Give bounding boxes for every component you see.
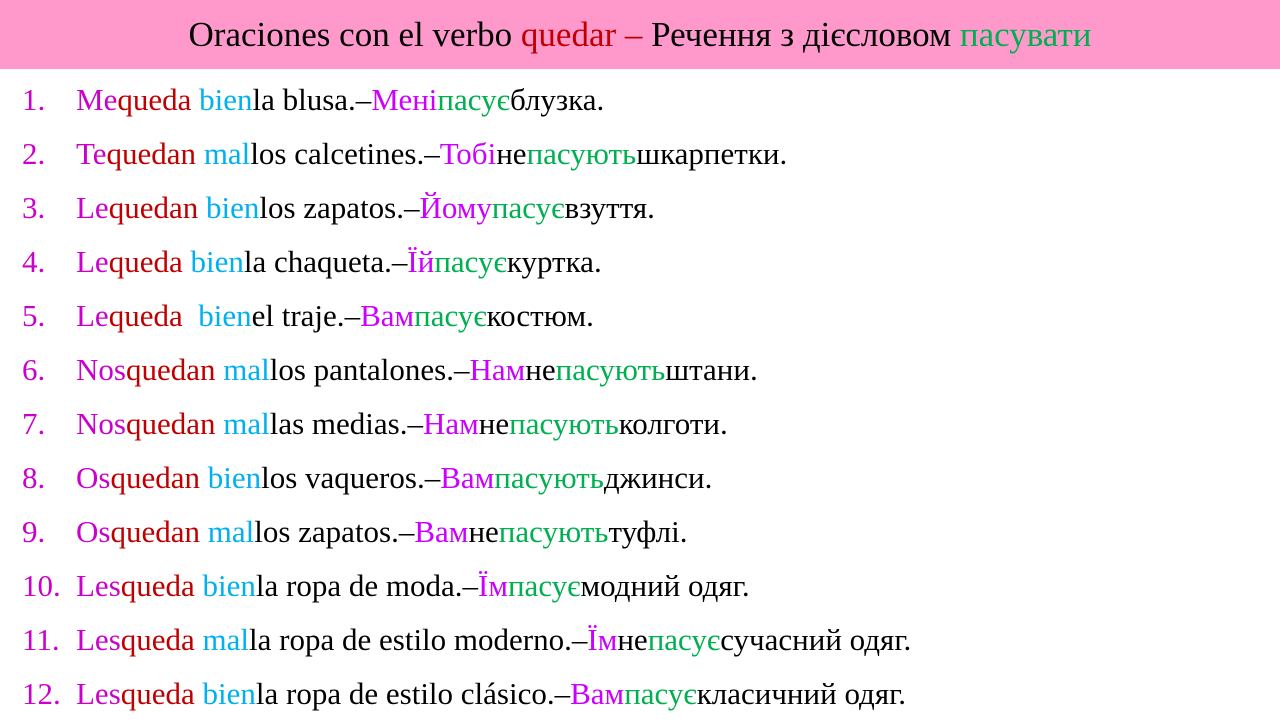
- spanish-gap: [215, 408, 223, 439]
- adverb: mal: [223, 405, 270, 441]
- ukrainian-verb: пасує: [507, 567, 581, 603]
- adverb: bien: [207, 459, 262, 495]
- sentence-number: 11.: [22, 621, 60, 657]
- spanish-pronoun: Te: [76, 135, 107, 171]
- adverb: bien: [202, 675, 256, 711]
- spanish-gap: [196, 138, 204, 169]
- sentence-number: 12.: [22, 675, 61, 711]
- sentence-number: 8.: [22, 459, 46, 495]
- spanish-verb: queda: [120, 567, 195, 603]
- sentence-row: [0, 342, 1280, 396]
- spanish-verb: quedan: [110, 459, 200, 495]
- separator-dash: –: [404, 189, 420, 225]
- sentence-row: [0, 666, 1280, 719]
- ukrainian-pronoun: Вам: [440, 459, 495, 495]
- ukrainian-object: шкарпетки.: [636, 135, 788, 171]
- spanish-pronoun: Le: [76, 243, 109, 279]
- ukrainian-object: штани.: [665, 351, 758, 387]
- ukrainian-object: сучасний одяг.: [720, 621, 912, 657]
- spanish-object: los zapatos.: [254, 513, 399, 549]
- sentence-row: [0, 558, 1280, 612]
- ukrainian-negation: не: [468, 513, 499, 549]
- adverb: mal: [223, 351, 270, 387]
- spanish-verb: queda: [108, 243, 183, 279]
- ukrainian-verb: пасує: [434, 243, 507, 279]
- spanish-pronoun: Os: [76, 459, 111, 495]
- ukrainian-object: костюм.: [486, 297, 594, 333]
- title-ukrainian-prefix: Речення з дієсловом: [651, 15, 960, 54]
- adverb: bien: [205, 189, 260, 225]
- ukrainian-pronoun: Їй: [407, 243, 435, 279]
- spanish-verb: quedan: [110, 513, 200, 549]
- separator-dash: –: [407, 405, 423, 441]
- spanish-gap: [200, 462, 208, 493]
- spanish-gap: [195, 624, 203, 655]
- adverb: mal: [203, 135, 251, 171]
- spanish-pronoun: Les: [76, 675, 121, 711]
- ukrainian-pronoun: Вам: [570, 675, 625, 711]
- spanish-verb: quedan: [125, 405, 216, 441]
- sentence-number: 10.: [22, 567, 61, 603]
- ukrainian-pronoun: Вам: [360, 297, 415, 333]
- separator-dash: –: [398, 513, 415, 549]
- spanish-object: los zapatos.: [259, 189, 404, 225]
- sentence-row: [0, 126, 1280, 180]
- separator-dash: –: [355, 81, 372, 117]
- spanish-verb: queda: [120, 675, 195, 711]
- adverb: bien: [199, 81, 253, 117]
- sentence-number: 3.: [22, 189, 46, 225]
- title-spanish-verb: quedar: [520, 15, 617, 54]
- adverb: mal: [202, 621, 250, 657]
- ukrainian-object: блузка.: [509, 81, 605, 117]
- separator-dash: –: [424, 459, 441, 495]
- ukrainian-object: джинси.: [603, 459, 713, 495]
- ukrainian-pronoun: Вам: [414, 513, 469, 549]
- spanish-gap: [183, 246, 191, 277]
- ukrainian-pronoun: Мені: [371, 81, 438, 117]
- separator-dash: –: [453, 351, 470, 387]
- sentence-row: [0, 72, 1280, 126]
- sentence-list: [0, 72, 1280, 719]
- spanish-pronoun: Le: [76, 297, 109, 333]
- sentence-row: [0, 612, 1280, 666]
- spanish-object: los calcetines.: [250, 135, 425, 171]
- ukrainian-object: взуття.: [564, 189, 655, 225]
- spanish-gap: [215, 354, 223, 385]
- spanish-verb: queda: [120, 621, 195, 657]
- spanish-object: los vaqueros.: [261, 459, 425, 495]
- ukrainian-object: класичний одяг.: [696, 675, 907, 711]
- sentence-row: [0, 288, 1280, 342]
- ukrainian-pronoun: Йому: [419, 189, 492, 225]
- spanish-pronoun: Nos: [76, 351, 126, 387]
- spanish-object: la chaqueta.: [243, 243, 392, 279]
- separator-dash: –: [344, 297, 361, 333]
- sentence-number: 5.: [22, 297, 46, 333]
- adverb: bien: [190, 243, 244, 279]
- spanish-pronoun: Me: [76, 81, 118, 117]
- spanish-verb: quedan: [125, 351, 216, 387]
- spanish-gap: [183, 300, 199, 331]
- ukrainian-object: куртка.: [506, 243, 602, 279]
- ukrainian-verb: пасує: [647, 621, 721, 657]
- spanish-gap: [195, 678, 203, 709]
- title-bar: [0, 0, 1280, 69]
- adverb: bien: [198, 297, 252, 333]
- spanish-object: la ropa de estilo clásico.: [255, 675, 555, 711]
- spanish-verb: queda: [108, 297, 183, 333]
- ukrainian-pronoun: Їм: [478, 567, 508, 603]
- spanish-gap: [195, 570, 203, 601]
- sentence-number: 1.: [22, 81, 46, 117]
- spanish-gap: [200, 516, 208, 547]
- sentence-row: [0, 450, 1280, 504]
- spanish-object: el traje.: [251, 297, 345, 333]
- ukrainian-object: туфлі.: [608, 513, 688, 549]
- adverb: mal: [207, 513, 255, 549]
- sentence-number: 4.: [22, 243, 46, 279]
- spanish-object: la blusa.: [252, 81, 356, 117]
- ukrainian-negation: не: [525, 351, 556, 387]
- spanish-verb: quedan: [106, 135, 197, 171]
- ukrainian-negation: не: [478, 405, 510, 441]
- ukrainian-pronoun: Їм: [587, 621, 618, 657]
- ukrainian-pronoun: Нам: [469, 351, 526, 387]
- ukrainian-verb: пасує: [437, 81, 510, 117]
- spanish-object: las medias.: [269, 405, 408, 441]
- adverb: bien: [202, 567, 256, 603]
- spanish-verb: quedan: [108, 189, 199, 225]
- ukrainian-pronoun: Нам: [422, 405, 479, 441]
- sentence-row: [0, 180, 1280, 234]
- ukrainian-verb: пасують: [494, 459, 604, 495]
- title-spanish-prefix: Oraciones con el verbo: [188, 15, 521, 54]
- ukrainian-verb: пасують: [526, 135, 637, 171]
- ukrainian-negation: не: [617, 621, 648, 657]
- spanish-pronoun: Le: [76, 189, 109, 225]
- sentence-row: [0, 234, 1280, 288]
- spanish-object: la ropa de moda.: [255, 567, 463, 603]
- sentence-number: 9.: [22, 513, 46, 549]
- sentence-number: 2.: [22, 135, 46, 171]
- separator-dash: –: [391, 243, 408, 279]
- ukrainian-pronoun: Тобі: [439, 135, 497, 171]
- sentence-number: 6.: [22, 351, 46, 387]
- spanish-gap: [191, 84, 199, 115]
- ukrainian-object: модний одяг.: [580, 567, 750, 603]
- ukrainian-verb: пасує: [491, 189, 565, 225]
- sentence-row: [0, 396, 1280, 450]
- ukrainian-verb: пасують: [509, 405, 619, 441]
- spanish-pronoun: Les: [76, 567, 121, 603]
- separator-dash: –: [554, 675, 571, 711]
- spanish-verb: queda: [117, 81, 192, 117]
- separator-dash: –: [424, 135, 440, 171]
- ukrainian-verb: пасує: [624, 675, 697, 711]
- ukrainian-verb: пасують: [498, 513, 609, 549]
- ukrainian-verb: пасує: [414, 297, 487, 333]
- spanish-pronoun: Les: [76, 621, 121, 657]
- title-dash: –: [616, 15, 652, 54]
- ukrainian-negation: не: [496, 135, 527, 171]
- separator-dash: –: [571, 621, 588, 657]
- separator-dash: –: [462, 567, 479, 603]
- spanish-pronoun: Nos: [76, 405, 126, 441]
- spanish-pronoun: Os: [76, 513, 111, 549]
- ukrainian-object: колготи.: [618, 405, 728, 441]
- ukrainian-verb: пасують: [555, 351, 666, 387]
- spanish-object: la ropa de estilo moderno.: [249, 621, 572, 657]
- sentence-row: [0, 504, 1280, 558]
- spanish-gap: [198, 192, 206, 223]
- title-ukrainian-verb: пасувати: [959, 15, 1092, 54]
- spanish-object: los pantalones.: [269, 351, 454, 387]
- sentence-number: 7.: [22, 405, 46, 441]
